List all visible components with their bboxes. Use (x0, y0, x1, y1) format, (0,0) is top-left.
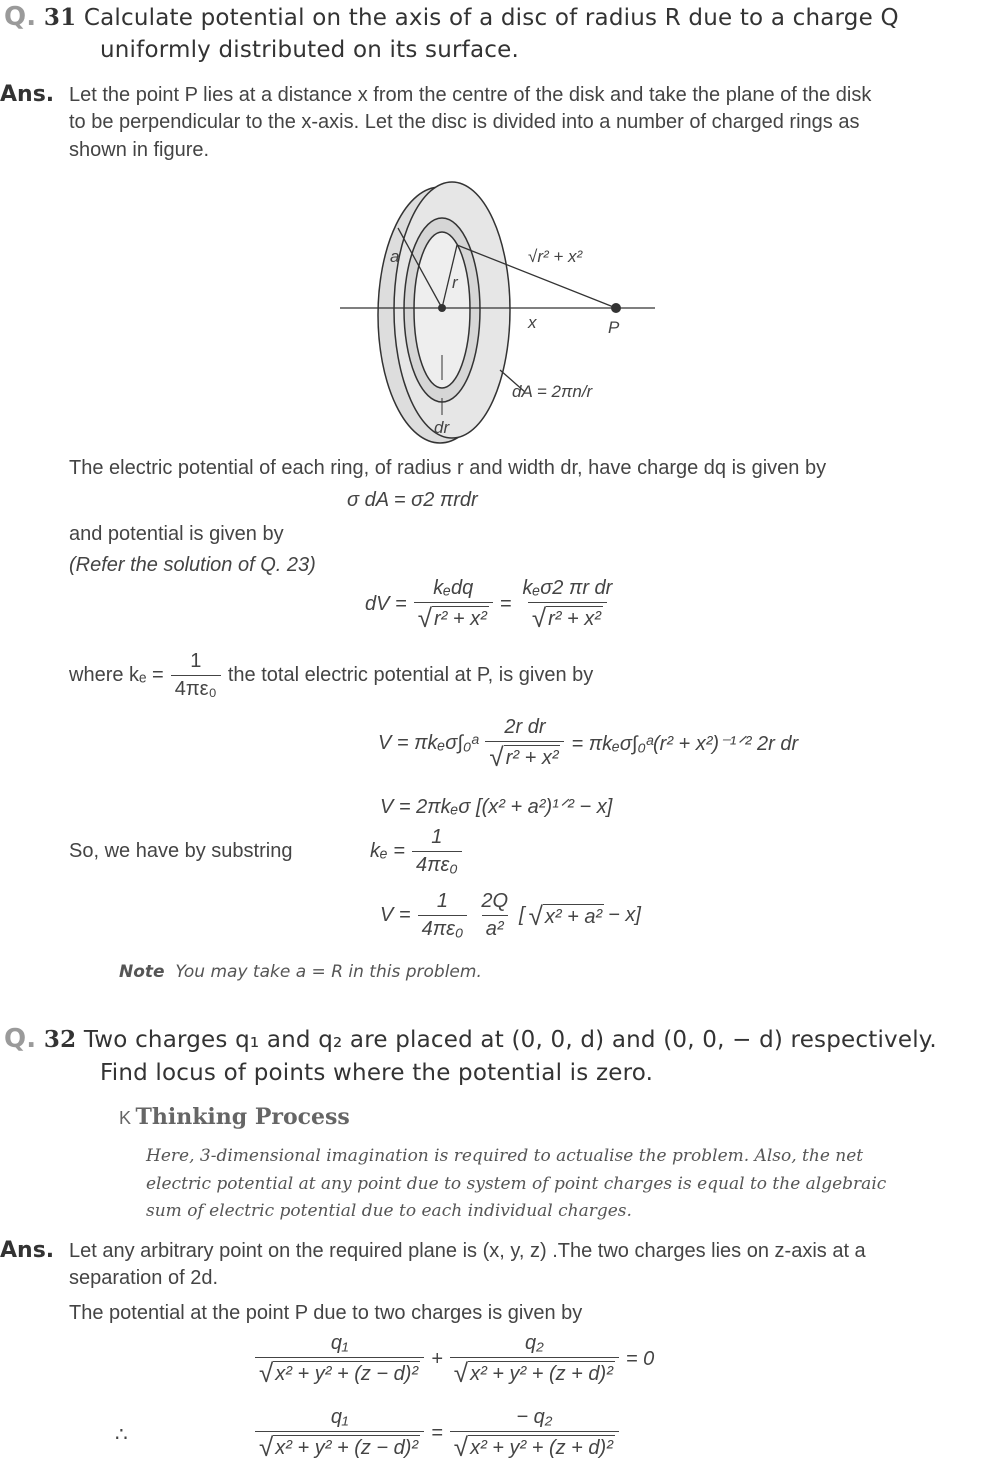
numerator: q₂ (524, 1332, 544, 1354)
charged-disc-figure (340, 170, 670, 450)
denominator: x² + y² + (z − d)² (275, 1363, 419, 1385)
text: and potential is given by (69, 523, 284, 545)
denominator: 4πε₀ (412, 851, 462, 877)
text: where kₑ = (69, 664, 164, 686)
denominator: 4πε₀ (418, 915, 468, 941)
dV-equation: dV = kₑdq √ r² + x² = kₑσ2 πr dr √ r² + x² (365, 577, 619, 631)
eq-part: V = πkₑσ∫₀ᵃ (378, 731, 479, 754)
numerator: 1 (436, 890, 449, 912)
denominator: x² + y² + (z − d)² (275, 1437, 419, 1459)
label-dr: dr (434, 418, 450, 437)
denominator: r² + x² (505, 747, 559, 769)
text: the total electric potential at P, is given by (227, 664, 594, 686)
label-a: a (390, 247, 400, 266)
numerator: 2Q (481, 890, 509, 912)
eq-part: kₑ = (370, 840, 405, 862)
note-label: Note (119, 962, 165, 982)
answer-text: to be perpendicular to the x-axis. Let the disc is divided into a number of charged rings as (69, 111, 860, 133)
answer-text: The potential at the point P due to two charges is given by (69, 1302, 583, 1324)
eq-part: [ (519, 904, 525, 926)
note (119, 962, 482, 982)
equation: σ dA = σ2 πrdr (347, 489, 478, 511)
text: The electric potential of each ring, of radius r and width dr, have charge dq is given by (69, 457, 827, 479)
numerator: 1 (431, 826, 443, 848)
question-text-line2: Find locus of points where the potential is zero. (100, 1060, 654, 1086)
numerator: 2r dr (504, 716, 546, 738)
thinking-text: sum of electric potential due to each individual charges. (146, 1201, 632, 1221)
eq-part: = πkₑσ∫₀ᵃ(r² + x²)⁻¹ᐟ² 2r dr (571, 732, 799, 755)
V-result-equation: V = 2πkₑσ [(x² + a²)¹ᐟ² − x] (380, 796, 613, 818)
V-integral-equation: V = πkₑσ∫₀ᵃ 2r dr √ r² + x² = πkₑσ∫₀ᵃ(r² + x²)⁻¹ᐟ² 2r dr (378, 716, 799, 772)
eq-part: − x] (608, 904, 641, 926)
denominator: 4πε₀ (171, 675, 221, 701)
answer-label: Ans. (0, 82, 55, 107)
answer-text: Let any arbitrary point on the required plane is (x, y, z) .The two charges lies on z-axis at a (69, 1240, 866, 1262)
answer-label: Ans. (0, 1238, 55, 1263)
thinking-icon: K (119, 1108, 132, 1128)
thinking-text: Here, 3-dimensional imagination is required to actualise the problem. Also, the net (146, 1146, 864, 1166)
eq-part: dV = (365, 592, 407, 615)
numerator: 1 (190, 650, 202, 672)
note-text: You may take a = R in this problem. (175, 962, 482, 982)
question-text-line2: uniformly distributed on its surface. (100, 37, 519, 63)
numerator: − q₂ (516, 1406, 553, 1428)
answer-text: Let the point P lies at a distance x from the centre of the disk and take the plane of the disk (69, 84, 872, 106)
question-mark-icon: Q. (4, 1024, 37, 1054)
eq-part: V = (380, 904, 411, 926)
V-final-equation: V = $\frac{1}{\text{4πε₀}}$ $\frac{2Q}{\text{a²}}$ [ √ x² + a² − x] (380, 890, 641, 940)
denominator: a² (482, 915, 508, 941)
numerator: q₁ (330, 1332, 349, 1354)
denominator: x² + y² + (z + d)² (470, 1437, 613, 1459)
label-hypotenuse: √r² + x² (528, 247, 583, 266)
denominator: r² + x² (433, 608, 487, 630)
question-number: 32 (43, 1026, 77, 1053)
numerator: kₑdq (433, 577, 474, 599)
question-32-heading (4, 1024, 937, 1054)
denominator: x² + y² + (z + d)² (470, 1363, 613, 1385)
thinking-process-heading (119, 1104, 350, 1130)
label-r: r (452, 273, 458, 292)
eq-part: = (431, 1421, 443, 1444)
question-text: Calculate potential on the axis of a disc of radius R due to a charge Q (83, 5, 899, 31)
numerator: q₁ (330, 1406, 349, 1428)
question-number: 31 (43, 4, 77, 31)
eq-part: = 0 (625, 1347, 655, 1370)
potential-equality-equation: q₁ √ x² + y² + (z − d)² = − q₂ √ x² + y² + (z + d)² (252, 1406, 622, 1460)
ke-definition (69, 650, 593, 701)
potential-sum-equation: q₁ √ x² + y² + (z − d)² + q₂ √ x² + y² + (z + d)² = 0 (252, 1332, 654, 1386)
text: (Refer the solution of Q. 23) (69, 554, 316, 576)
eq-part: = (499, 592, 512, 615)
label-P: P (608, 318, 620, 337)
answer-text: shown in figure. (69, 139, 210, 161)
ke-substitution (370, 826, 465, 877)
text: So, we have by substring (69, 840, 293, 862)
answer-text: separation of 2d. (69, 1267, 218, 1289)
question-mark-icon: Q. (4, 2, 37, 32)
question-31-heading (4, 2, 899, 32)
question-text: Two charges q₁ and q₂ are placed at (0, 0, d) and (0, 0, − d) respectively. (83, 1027, 937, 1053)
therefore-symbol: ∴ (115, 1424, 128, 1446)
label-dA: dA = 2πn/r (512, 382, 593, 401)
thinking-title: Thinking Process (135, 1104, 350, 1130)
denominator: r² + x² (548, 608, 601, 630)
eq-part: + (431, 1347, 443, 1370)
numerator: kₑσ2 πr dr (522, 577, 613, 599)
radicand: x² + a² (544, 905, 603, 928)
thinking-text: electric potential at any point due to system of point charges is equal to the algebraic (146, 1174, 887, 1194)
label-x: x (528, 313, 537, 332)
